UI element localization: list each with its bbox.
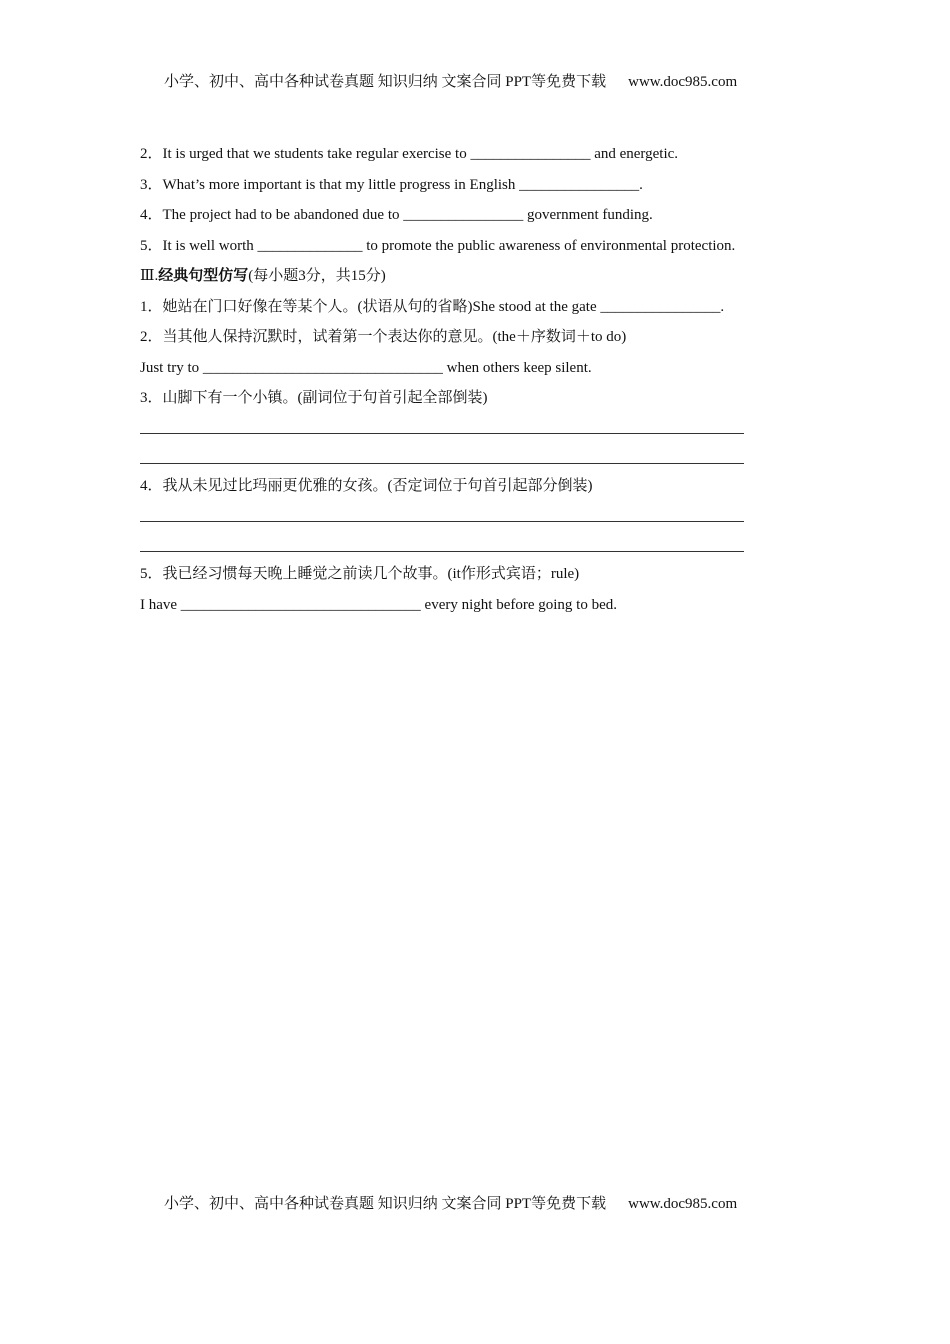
part3-question-5-prompt: 5．我已经习惯每天晚上睡觉之前读几个故事。(it作形式宾语；rule) [140, 566, 580, 582]
footer-text: 小学、初中、高中各种试卷真题 知识归纳 文案合同 PPT等免费下载 [164, 1196, 607, 1212]
page-footer [164, 1192, 737, 1213]
part3-question-5-answer: I have ________________________________ every night before going to bed. [140, 597, 618, 613]
part3-heading-points: (每小题3分，共15分) [248, 268, 386, 284]
footer-site: www.doc985.com [628, 1196, 738, 1212]
part2-question-2: 2．It is urged that we students take regular exercise to ________________ and energetic. [140, 146, 679, 162]
answer-line[interactable] [140, 463, 744, 464]
part2-question-5: 5．It is well worth ______________ to promote the public awareness of environmental protection. [140, 238, 736, 254]
header-text: 小学、初中、高中各种试卷真题 知识归纳 文案合同 PPT等免费下载 [164, 74, 607, 90]
page-header [164, 70, 737, 91]
header-site: www.doc985.com [628, 74, 738, 90]
part3-heading [140, 266, 386, 286]
answer-line[interactable] [140, 521, 744, 522]
part3-question-3-prompt: 3．山脚下有一个小镇。(副词位于句首引起全部倒装) [140, 390, 488, 406]
answer-line[interactable] [140, 551, 744, 552]
answer-line[interactable] [140, 433, 744, 434]
part3-question-4-prompt: 4．我从未见过比玛丽更优雅的女孩。(否定词位于句首引起部分倒装) [140, 478, 593, 494]
part3-question-2-answer: Just try to ________________________________ when others keep silent. [140, 360, 592, 376]
part3-heading-num: Ⅲ. [140, 268, 159, 284]
part3-question-1: 1．她站在门口好像在等某个人。(状语从句的省略)She stood at the gate ________________. [140, 299, 725, 315]
part2-question-3: 3．What’s more important is that my little progress in English ________________. [140, 177, 643, 193]
part2-question-4: 4．The project had to be abandoned due to ________________ government funding. [140, 207, 653, 223]
part3-heading-title: 经典句型仿写 [158, 268, 249, 284]
part3-question-2-prompt: 2．当其他人保持沉默时，试着第一个表达你的意见。(the＋序数词＋to do) [140, 329, 627, 345]
